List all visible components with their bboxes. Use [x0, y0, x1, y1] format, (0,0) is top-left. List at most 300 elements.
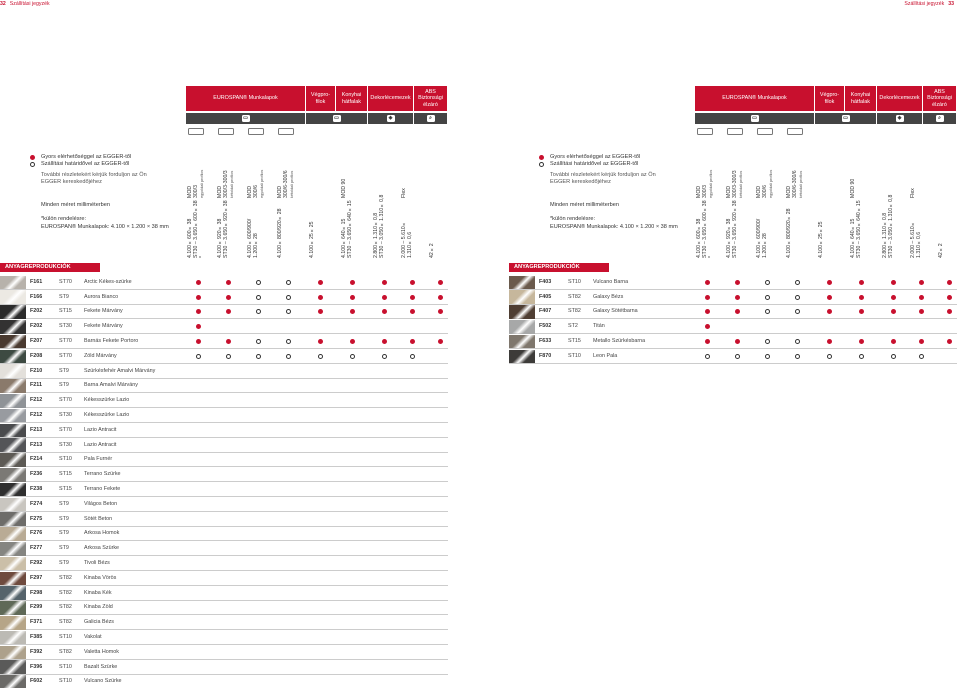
decor-code: F212: [30, 412, 43, 419]
delivery-time-circle-icon: [795, 309, 800, 314]
column-header-eurospan: EUROSPAN® Munkalapok: [186, 86, 306, 111]
fast-availability-dot-icon: [410, 309, 415, 314]
profile-sketch-icon: [218, 128, 234, 135]
fast-availability-dot-icon: [827, 295, 832, 300]
material-swatch: [0, 424, 26, 438]
delivery-time-circle-icon: [795, 354, 800, 359]
order-note-line: EUROSPAN® Munkalapok: 4.100 × 1.200 × 38 mm: [550, 223, 678, 230]
decor-name: Terrano Fekete: [84, 486, 121, 493]
fast-availability-dot-icon: [196, 324, 201, 329]
fast-availability-dot-icon: [919, 339, 924, 344]
fast-availability-dot-icon: [410, 295, 415, 300]
legend: [509, 154, 678, 230]
fast-availability-dot-icon: [947, 339, 952, 344]
column-subtitle: kétoldali profilos: [738, 170, 743, 198]
delivery-time-circle-icon: [256, 354, 261, 359]
order-note-line: EUROSPAN® Munkalapok: 4.100 × 1.200 × 38 mm: [41, 223, 169, 230]
fast-availability-dot-icon: [318, 309, 323, 314]
fast-availability-dot-icon: [350, 280, 355, 285]
table-row[interactable]: [0, 319, 448, 334]
decor-name: Lazio Antracit: [84, 441, 117, 448]
column-model: MOD 300/6: [756, 185, 768, 198]
column-dimensions: 2.000 – 5.610× 1.310×0,6: [910, 220, 922, 258]
texture-code: ST82: [59, 589, 72, 596]
column-title: [342, 140, 348, 198]
texture-code: ST15: [59, 471, 72, 478]
column-header-dekor: Dekorlécemezek: [877, 86, 923, 111]
texture-code: ST9: [59, 515, 69, 522]
texture-code: ST9: [59, 545, 69, 552]
decor-name: Kinaba Kék: [84, 589, 112, 596]
fast-availability-dot-icon: [382, 295, 387, 300]
delivery-time-circle-icon: [919, 354, 924, 359]
worktop-icon: ▭: [752, 115, 757, 121]
decor-code: F405: [539, 293, 552, 300]
fast-availability-dot-icon: [350, 339, 355, 344]
decor-code: F403: [539, 278, 552, 285]
decor-name: Barna Amalvi Márvány: [84, 382, 138, 389]
texture-code: ST30: [59, 441, 72, 448]
profile-sketch-icon: [787, 128, 803, 135]
column-title: [188, 140, 206, 198]
decor-code: F274: [30, 500, 43, 507]
delivery-time-circle-icon: [410, 354, 415, 359]
fast-availability-dot-icon: [438, 280, 443, 285]
texture-code: ST9: [59, 382, 69, 389]
category-strip: [414, 113, 448, 124]
legend-fast: Gyors elérhetőséggel az EGGER-től: [550, 154, 641, 160]
texture-code: ST2: [568, 323, 578, 330]
decor-code: F276: [30, 530, 43, 537]
table-row[interactable]: [0, 408, 448, 423]
material-swatch: [509, 276, 535, 290]
legend-note: További részletekért kérjük forduljon az Ön: [41, 171, 147, 178]
decor-code: F392: [30, 648, 43, 655]
decor-name: Kinaba Zöld: [84, 604, 113, 611]
column-dimensions: 4.100×25×25: [309, 221, 315, 258]
column-title: [402, 140, 408, 198]
column-dimensions: 4.100×600×38 ST30 – 3.650×600×38 *: [696, 200, 714, 258]
decor-code: F202: [30, 308, 43, 315]
fast-availability-dot-icon: [318, 295, 323, 300]
material-swatch: [509, 350, 535, 364]
profile-sketch-icon: [757, 128, 773, 135]
table-row[interactable]: [0, 305, 448, 320]
layers-icon: ◈: [387, 115, 395, 122]
column-dimensions: 4.100×600/900/ 1.200×28: [756, 218, 768, 258]
table-row[interactable]: [509, 275, 957, 290]
texture-code: ST10: [59, 456, 72, 463]
order-note-line: *külön rendelésre:: [550, 216, 596, 222]
material-swatch: [0, 631, 26, 645]
material-swatch: [0, 379, 26, 393]
decor-code: F407: [539, 308, 552, 315]
legend-row: [30, 161, 147, 168]
decor-name: Kékesszürke Lazio: [84, 412, 130, 419]
category-strip: [923, 113, 957, 124]
column-dimensions: 2.800×1.310×0,8 ST30 – 3.050×1.310×0,8: [882, 194, 894, 258]
delivery-time-circle-icon: [735, 354, 740, 359]
delivery-time-circle-icon: [226, 354, 231, 359]
material-swatch: [0, 601, 26, 615]
column-dimensions: 2.000 – 5.610× 1.310×0,6: [401, 220, 413, 258]
fast-availability-dot-icon: [919, 280, 924, 285]
decor-code: F299: [30, 604, 43, 611]
fast-availability-dot-icon: [891, 280, 896, 285]
texture-code: ST9: [59, 367, 69, 374]
category-strip: [368, 113, 414, 124]
decor-name: Fekete Márvány: [84, 323, 123, 330]
table-row[interactable]: [509, 319, 957, 334]
texture-code: ST10: [568, 278, 581, 285]
delivery-time-circle-icon: [196, 354, 201, 359]
material-swatch: [0, 527, 26, 541]
search-icon: ⌕: [427, 115, 435, 122]
table-row[interactable]: [509, 349, 957, 364]
fast-availability-dot-icon: [30, 155, 35, 160]
material-swatch: [0, 350, 26, 364]
column-title: [697, 140, 715, 198]
decor-code: F633: [539, 338, 552, 345]
fast-availability-dot-icon: [705, 295, 710, 300]
delivery-time-circle-icon: [765, 280, 770, 285]
legend-row: [539, 161, 656, 168]
decor-name: Bazalt Szürke: [84, 663, 118, 670]
legend-order-note: [539, 216, 709, 231]
table-row[interactable]: [0, 423, 448, 438]
material-swatch: [0, 305, 26, 319]
column-model: MOD 300/6-300/6: [277, 170, 289, 198]
fast-availability-dot-icon: [827, 339, 832, 344]
decor-name: Galaxy Sötétbarna: [593, 308, 638, 315]
material-swatch: [0, 483, 26, 497]
decor-code: F502: [539, 323, 552, 330]
material-swatch: [0, 542, 26, 556]
column-dimensions: 42×2: [938, 243, 944, 258]
texture-code: ST10: [59, 678, 72, 685]
column-dimensions: 4.100×920×38 ST30 – 3.650×920×38: [217, 200, 229, 258]
decor-code: F602: [30, 678, 43, 685]
column-dimensions: 4.100×600/900/ 1.200×28: [247, 218, 259, 258]
column-header-eurospan: EUROSPAN® Munkalapok: [695, 86, 815, 111]
column-title: [911, 140, 917, 198]
delivery-time-circle-icon: [795, 339, 800, 344]
column-title: [727, 140, 745, 198]
material-swatch: [0, 468, 26, 482]
material-swatch: [0, 453, 26, 467]
decor-name: Vulcano Szürke: [84, 678, 122, 685]
decor-code: F202: [30, 323, 43, 330]
delivery-time-circle-icon: [256, 280, 261, 285]
decor-code: F213: [30, 441, 43, 448]
fast-availability-dot-icon: [438, 309, 443, 314]
column-model: MOD 300/3: [187, 185, 199, 198]
fast-availability-dot-icon: [891, 295, 896, 300]
fast-availability-dot-icon: [735, 280, 740, 285]
table-row[interactable]: [0, 527, 448, 542]
texture-code: ST70: [59, 338, 72, 345]
column-model: MOD 300/3-300/3: [726, 170, 738, 198]
column-dimensions: 4.100×600×38 ST30 – 3.650×600×38 *: [187, 200, 205, 258]
decor-code: F161: [30, 278, 43, 285]
legend-fast: Gyors elérhetőséggel az EGGER-től: [41, 154, 132, 160]
table-row[interactable]: [0, 601, 448, 616]
decor-name: Galicia Bézs: [84, 619, 114, 626]
fast-availability-dot-icon: [196, 309, 201, 314]
texture-code: ST30: [59, 323, 72, 330]
fast-availability-dot-icon: [735, 295, 740, 300]
decor-code: F385: [30, 634, 43, 641]
texture-code: ST70: [59, 397, 72, 404]
fast-availability-dot-icon: [539, 155, 544, 160]
page-number: 33: [948, 1, 954, 7]
legend-units: Minden méret milliméterben: [41, 202, 111, 208]
table-row[interactable]: [0, 393, 448, 408]
decor-name: Vulcano Barna: [593, 278, 629, 285]
fast-availability-dot-icon: [318, 339, 323, 344]
column-title: [218, 140, 236, 198]
profile-sketch-icon: [697, 128, 713, 135]
column-subtitle: kétoldali profilos: [798, 170, 803, 198]
decor-code: F208: [30, 352, 43, 359]
fast-availability-dot-icon: [410, 280, 415, 285]
fast-availability-dot-icon: [919, 295, 924, 300]
decor-code: F166: [30, 293, 43, 300]
delivery-time-circle-icon: [286, 339, 291, 344]
column-model: Flex: [910, 188, 916, 198]
fast-availability-dot-icon: [226, 295, 231, 300]
column-subtitle: egyoldali profilos: [768, 169, 773, 198]
delivery-time-circle-icon: [286, 280, 291, 285]
legend-row: [539, 154, 656, 161]
table-row[interactable]: [0, 364, 448, 379]
material-swatch: [0, 438, 26, 452]
delivery-time-circle-icon: [827, 354, 832, 359]
material-swatch: [0, 572, 26, 586]
legend-note: EGGER kereskedőjéhez: [41, 178, 102, 185]
column-dimensions: 4.100×920×38 ST30 – 3.650×920×38: [726, 200, 738, 258]
decor-code: F238: [30, 486, 43, 493]
column-subtitle: egyoldali profilos: [199, 169, 204, 198]
table-row[interactable]: [509, 290, 957, 305]
fast-availability-dot-icon: [226, 309, 231, 314]
column-header-vegprofilok: Végpro- filok: [815, 86, 845, 111]
decor-name: Arkosa Szürke: [84, 545, 120, 552]
material-swatch: [0, 498, 26, 512]
decor-name: Arkosa Homok: [84, 530, 120, 537]
texture-code: ST82: [59, 619, 72, 626]
profile-sketch-icon: [248, 128, 264, 135]
texture-code: ST82: [59, 574, 72, 581]
table-row[interactable]: [0, 275, 448, 290]
decor-name: Tivoli Bézs: [84, 560, 110, 567]
decor-name: Terrano Szürke: [84, 471, 121, 478]
delivery-time-circle-icon: [350, 354, 355, 359]
fast-availability-dot-icon: [382, 280, 387, 285]
table-row[interactable]: [0, 556, 448, 571]
page-right: [509, 0, 959, 688]
decor-name: Szürkésfehér Amalvi Márvány: [84, 367, 156, 374]
fast-availability-dot-icon: [947, 309, 952, 314]
table-row[interactable]: [0, 660, 448, 675]
order-note-line: *külön rendelésre:: [41, 216, 87, 222]
delivery-time-circle-icon: [286, 295, 291, 300]
material-swatch: [509, 290, 535, 304]
decor-name: Aurora Bianco: [84, 293, 119, 300]
column-header-konyhai: Konyhai hátfalak: [336, 86, 368, 111]
category-strip: [815, 113, 877, 124]
decor-name: Kinaba Vörös: [84, 574, 117, 581]
profile-sketch-icon: [188, 128, 204, 135]
delivery-time-circle-icon: [859, 354, 864, 359]
delivery-time-circle-icon: [795, 280, 800, 285]
column-dimensions: 42×2: [429, 243, 435, 258]
table-row[interactable]: [509, 334, 957, 349]
decor-code: F275: [30, 515, 43, 522]
column-model: MOD 300/3-300/3: [217, 170, 229, 198]
texture-code: ST15: [59, 308, 72, 315]
delivery-time-circle-icon: [286, 309, 291, 314]
legend-delivery: Szállítási határidővel az EGGER-től: [550, 161, 639, 168]
decor-code: F236: [30, 471, 43, 478]
material-swatch: [0, 364, 26, 378]
texture-code: ST10: [568, 352, 581, 359]
material-swatch: [0, 616, 26, 630]
legend-order-note: [30, 216, 200, 231]
fast-availability-dot-icon: [827, 280, 832, 285]
table-row[interactable]: [0, 482, 448, 497]
table-row[interactable]: [0, 453, 448, 468]
fast-availability-dot-icon: [705, 280, 710, 285]
page-number: 32: [0, 1, 6, 7]
table-row[interactable]: [0, 586, 448, 601]
delivery-time-circle-icon: [318, 354, 323, 359]
fast-availability-dot-icon: [196, 280, 201, 285]
delivery-time-circle-icon: [705, 354, 710, 359]
fast-availability-dot-icon: [891, 339, 896, 344]
legend-units: Minden méret milliméterben: [550, 202, 620, 208]
decor-name: Leon Pala: [593, 352, 618, 359]
table-row[interactable]: [509, 305, 957, 320]
fast-availability-dot-icon: [735, 339, 740, 344]
column-header-vegprofilok: Végpro- filok: [306, 86, 336, 111]
column-header-abs: ABS Biztonsági élzáró: [923, 86, 957, 111]
table-row[interactable]: [0, 571, 448, 586]
texture-code: ST82: [59, 648, 72, 655]
material-swatch: [0, 290, 26, 304]
texture-code: ST82: [568, 293, 581, 300]
table-row[interactable]: [0, 349, 448, 364]
legend-row: [30, 154, 147, 161]
table-row[interactable]: [0, 379, 448, 394]
column-subtitle: egyoldali profilos: [708, 169, 713, 198]
texture-code: ST30: [59, 412, 72, 419]
category-strip: [186, 113, 306, 124]
decor-code: F212: [30, 397, 43, 404]
legend-note: EGGER kereskedőjéhez: [550, 178, 611, 185]
column-model: MOD 300/3: [696, 185, 708, 198]
table-row[interactable]: [0, 467, 448, 482]
texture-code: ST82: [59, 604, 72, 611]
fast-availability-dot-icon: [947, 280, 952, 285]
table-row[interactable]: [0, 290, 448, 305]
legend: [0, 154, 169, 230]
fast-availability-dot-icon: [705, 339, 710, 344]
decor-code: F870: [539, 352, 552, 359]
decor-name: Valetta Homok: [84, 648, 119, 655]
decor-code: F277: [30, 545, 43, 552]
fast-availability-dot-icon: [705, 324, 710, 329]
table-row[interactable]: [0, 512, 448, 527]
fast-availability-dot-icon: [410, 339, 415, 344]
page-title: Szállítási jegyzék: [904, 1, 945, 7]
material-swatch: [0, 586, 26, 600]
texture-code: ST15: [59, 486, 72, 493]
fast-availability-dot-icon: [438, 295, 443, 300]
decor-name: Kékesszürke Lazio: [84, 397, 130, 404]
fast-availability-dot-icon: [705, 309, 710, 314]
decor-name: Metallo Szürkésbarna: [593, 338, 646, 345]
table-row[interactable]: [0, 438, 448, 453]
table-row[interactable]: [0, 334, 448, 349]
delivery-time-circle-icon: [256, 339, 261, 344]
delivery-time-circle-icon: [765, 354, 770, 359]
delivery-time-circle-icon: [382, 354, 387, 359]
fast-availability-dot-icon: [350, 309, 355, 314]
table-row[interactable]: [0, 541, 448, 556]
decor-code: F371: [30, 619, 43, 626]
fast-availability-dot-icon: [859, 280, 864, 285]
legend-note: További részletekért kérjük forduljon az Ön: [550, 171, 656, 178]
decor-name: Arctic Kékes-szürke: [84, 278, 132, 285]
category-strip: [877, 113, 923, 124]
fast-availability-dot-icon: [735, 309, 740, 314]
decor-name: Sötét Beton: [84, 515, 113, 522]
legend-delivery: Szállítási határidővel az EGGER-től: [41, 161, 130, 168]
texture-code: ST15: [568, 338, 581, 345]
texture-code: ST9: [59, 560, 69, 567]
decor-name: Fekete Márvány: [84, 308, 123, 315]
fast-availability-dot-icon: [891, 309, 896, 314]
column-header-abs: ABS Biztonsági élzáró: [414, 86, 448, 111]
table-row[interactable]: [0, 497, 448, 512]
material-swatch: [0, 557, 26, 571]
worktop-icon: ▭: [334, 115, 339, 121]
page-title: Szállítási jegyzék: [9, 1, 50, 7]
delivery-time-circle-icon: [30, 162, 35, 167]
material-swatch: [0, 320, 26, 334]
table-row[interactable]: [0, 675, 448, 688]
fast-availability-dot-icon: [226, 280, 231, 285]
texture-code: ST9: [59, 293, 69, 300]
column-subtitle: kétoldali profilos: [289, 170, 294, 198]
material-swatch: [509, 335, 535, 349]
section-title: ANYAGREPRODUKCIÓK: [0, 263, 100, 272]
column-dimensions: 4.100×25×25: [818, 221, 824, 258]
worktop-icon: ▭: [243, 115, 248, 121]
fast-availability-dot-icon: [859, 295, 864, 300]
material-swatch: [0, 276, 26, 290]
fast-availability-dot-icon: [947, 295, 952, 300]
fast-availability-dot-icon: [196, 339, 201, 344]
decor-code: F214: [30, 456, 43, 463]
category-strip: [695, 113, 815, 124]
table-row[interactable]: [0, 630, 448, 645]
delivery-time-circle-icon: [765, 309, 770, 314]
table-row[interactable]: [0, 615, 448, 630]
decor-code: F207: [30, 338, 43, 345]
table-row[interactable]: [0, 645, 448, 660]
